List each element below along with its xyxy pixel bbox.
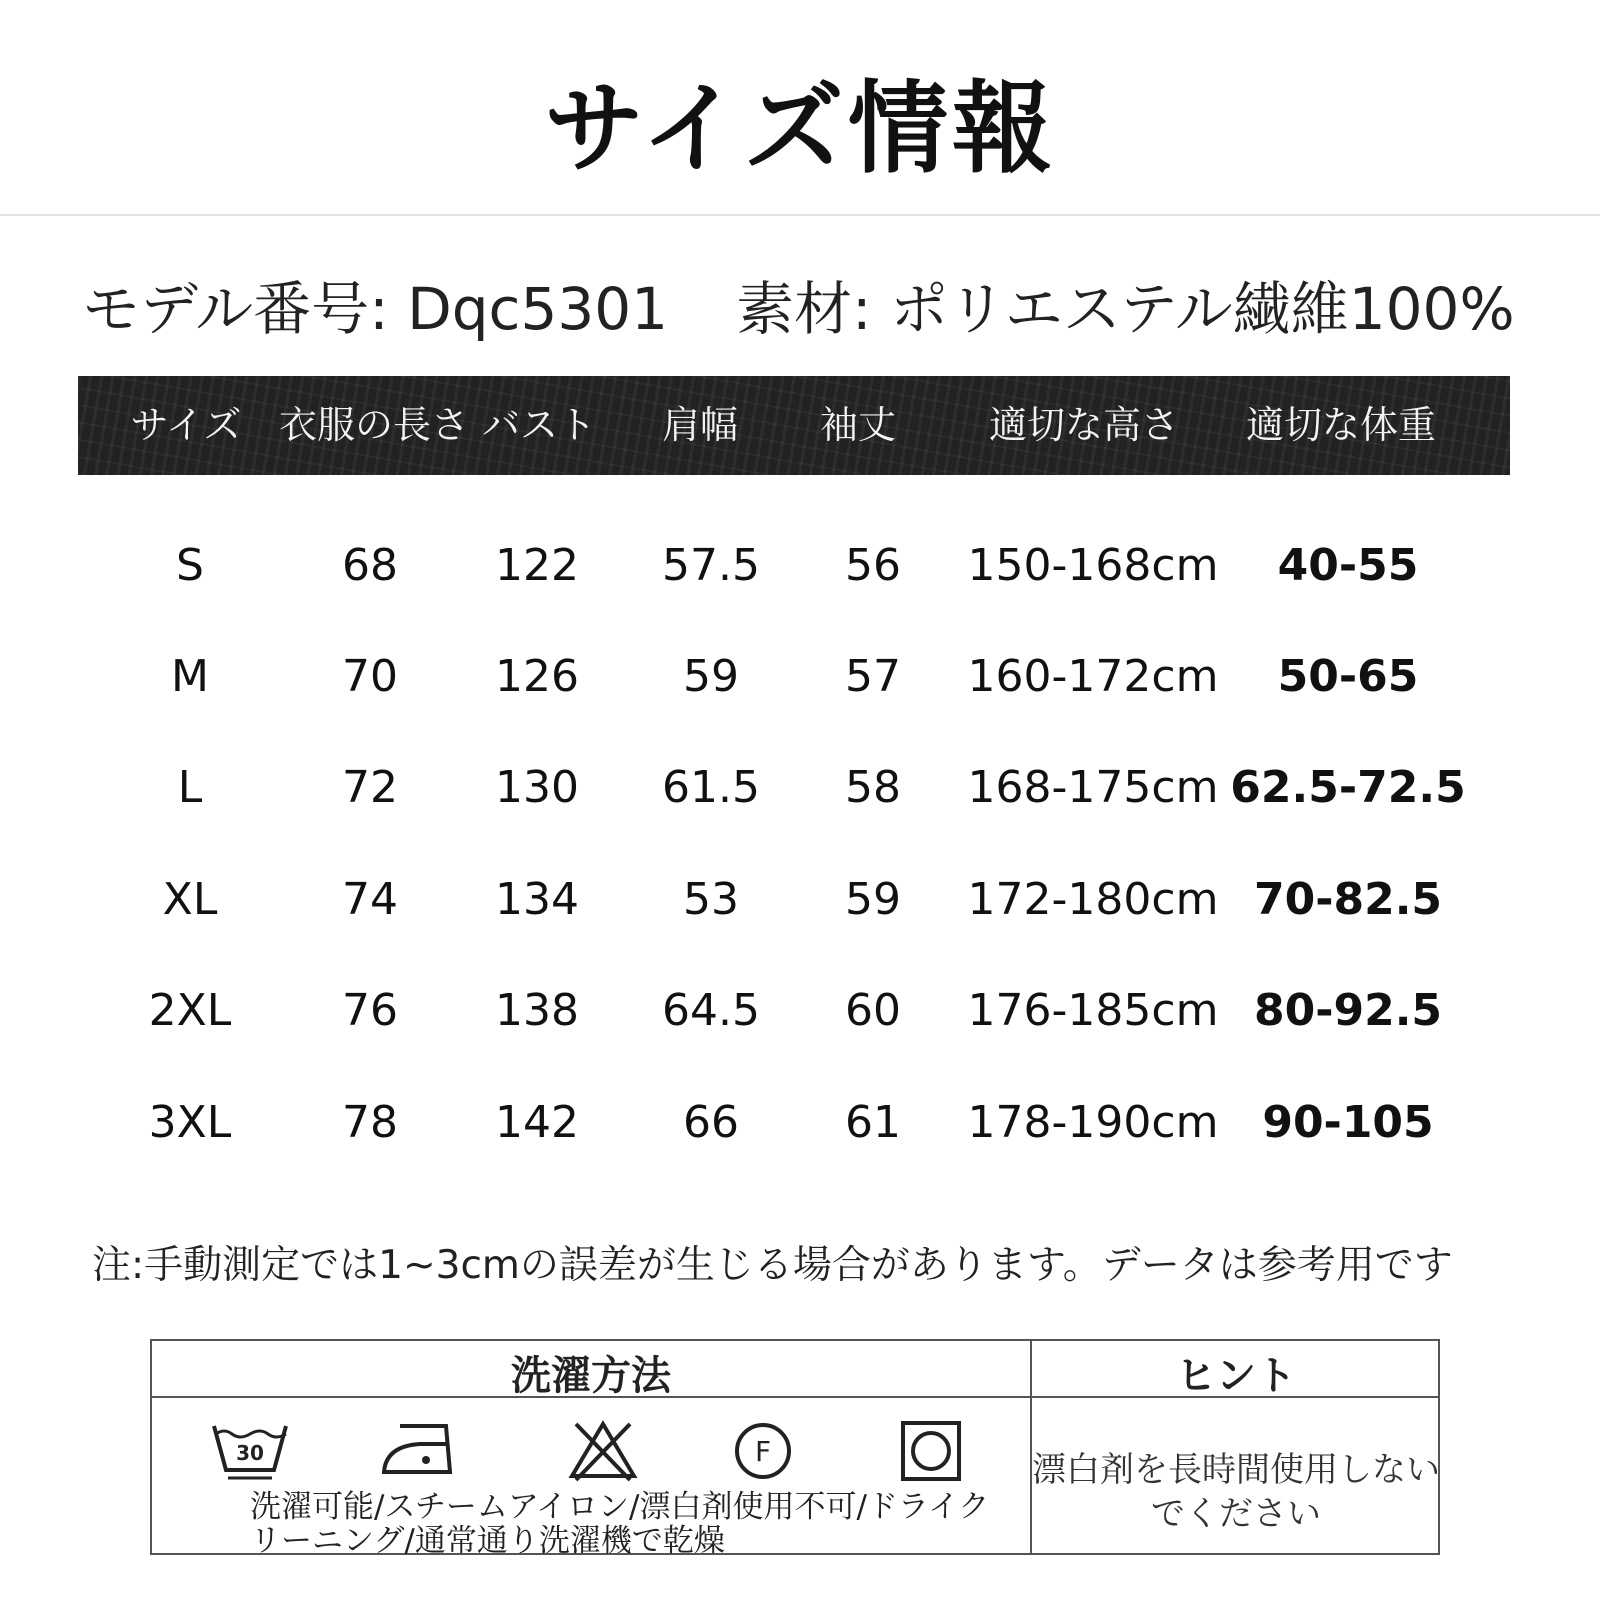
header-weight: 適切な体重 <box>1246 403 1437 447</box>
cell-shoulder: 59 <box>683 651 739 702</box>
cell-weight: 50-65 <box>1277 651 1419 702</box>
page-title: サイズ情報 <box>544 70 1056 187</box>
cell-bust: 122 <box>495 540 579 591</box>
model-number: モデル番号: Dqc5301 <box>82 275 669 343</box>
cell-sleeve: 59 <box>845 874 901 925</box>
cell-bust: 130 <box>495 762 579 813</box>
iron-icon <box>380 1420 460 1486</box>
cell-sleeve: 61 <box>845 1097 901 1148</box>
wash-method-text: 洗濯可能/スチームアイロン/漂白剤使用不可/ドライクリーニング/通常通り洗濯機で乾燥 <box>250 1489 990 1559</box>
cell-height: 160-172cm <box>967 651 1219 702</box>
cell-sleeve: 56 <box>845 540 901 591</box>
divider <box>0 214 1600 216</box>
dry-clean-letter: F <box>754 1435 772 1468</box>
cell-bust: 142 <box>495 1097 579 1148</box>
cell-height: 168-175cm <box>967 762 1219 813</box>
header-shoulder: 肩幅 <box>661 403 738 447</box>
material-info: 素材: ポリエステル繊維100% <box>736 275 1515 343</box>
cell-size: 3XL <box>148 1097 232 1148</box>
cell-weight: 62.5-72.5 <box>1230 762 1466 813</box>
cell-shoulder: 57.5 <box>662 540 760 591</box>
cell-height: 178-190cm <box>967 1097 1219 1148</box>
size-table-header <box>78 376 1510 475</box>
cell-length: 74 <box>342 874 398 925</box>
cell-size: 2XL <box>148 985 232 1036</box>
cell-size: L <box>177 762 203 813</box>
cell-sleeve: 60 <box>845 985 901 1036</box>
header-length: 衣服の長さ <box>278 403 469 447</box>
header-size: サイズ <box>130 403 242 447</box>
cell-weight: 90-105 <box>1262 1097 1434 1148</box>
tumble-dry-icon <box>900 1420 962 1486</box>
cell-height: 176-185cm <box>967 985 1219 1036</box>
cell-length: 72 <box>342 762 398 813</box>
wash-30-icon <box>210 1420 290 1486</box>
header-sleeve: 袖丈 <box>819 403 896 447</box>
cell-shoulder: 53 <box>683 874 739 925</box>
cell-length: 70 <box>342 651 398 702</box>
measurement-note: 注:手動測定では1~3cmの誤差が生じる場合があります。データは参考用です <box>92 1243 1453 1288</box>
cell-size: M <box>171 651 209 702</box>
no-bleach-icon <box>568 1420 638 1486</box>
dry-clean-f-icon <box>732 1420 794 1486</box>
wash-method-header: 洗濯方法 <box>511 1353 671 1399</box>
cell-sleeve: 57 <box>845 651 901 702</box>
wash-temperature: 30 <box>236 1441 264 1465</box>
cell-bust: 126 <box>495 651 579 702</box>
cell-bust: 134 <box>495 874 579 925</box>
hint-header: ヒント <box>1176 1353 1296 1399</box>
cell-length: 78 <box>342 1097 398 1148</box>
cell-sleeve: 58 <box>845 762 901 813</box>
cell-height: 150-168cm <box>967 540 1219 591</box>
cell-shoulder: 64.5 <box>662 985 760 1036</box>
cell-size: S <box>176 540 204 591</box>
header-bust: バスト <box>481 403 596 447</box>
cell-weight: 70-82.5 <box>1253 874 1443 925</box>
cell-shoulder: 61.5 <box>662 762 760 813</box>
cell-bust: 138 <box>495 985 579 1036</box>
hint-text: 漂白剤を長時間使用しないでください <box>1032 1450 1440 1534</box>
cell-size: XL <box>162 874 218 925</box>
header-height: 適切な高さ <box>988 403 1179 447</box>
cell-length: 68 <box>342 540 398 591</box>
cell-shoulder: 66 <box>683 1097 739 1148</box>
cell-length: 76 <box>342 985 398 1036</box>
cell-weight: 40-55 <box>1277 540 1419 591</box>
cell-weight: 80-92.5 <box>1253 985 1443 1036</box>
cell-height: 172-180cm <box>967 874 1219 925</box>
